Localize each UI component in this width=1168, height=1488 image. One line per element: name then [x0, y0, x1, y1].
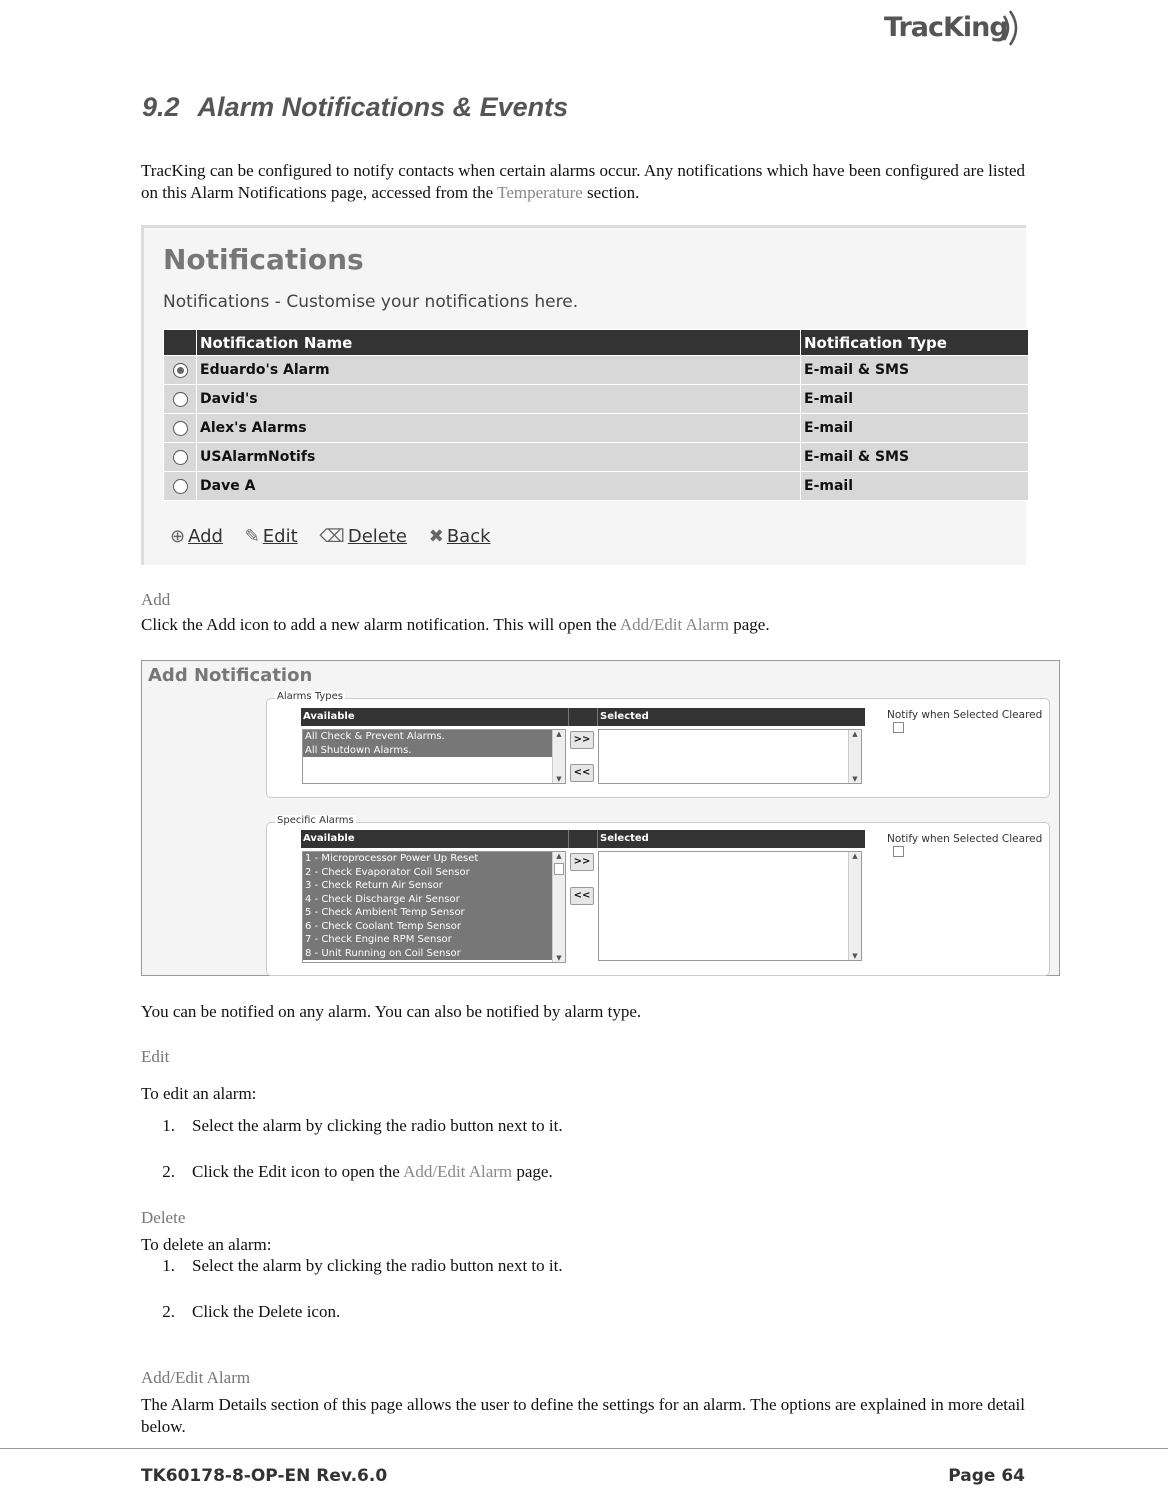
list-item[interactable]: 1 - Microprocessor Power Up Reset — [303, 852, 552, 866]
back-link[interactable]: Back — [446, 526, 491, 547]
edit-heading: Edit — [141, 1047, 170, 1066]
footer-page-number: Page 64 — [948, 1466, 1025, 1486]
addedit-paragraph: The Alarm Details section of this page allows the user to define the settings for an alarm. The options are explained in more detail below. — [141, 1395, 1025, 1436]
radio-button[interactable] — [173, 450, 188, 465]
notify-checkbox[interactable] — [893, 846, 904, 857]
table-row[interactable] — [164, 385, 1029, 414]
table-row[interactable] — [164, 443, 1029, 472]
temperature-link[interactable]: Temperature — [497, 183, 583, 202]
scrollbar[interactable] — [552, 730, 565, 783]
footer-divider — [0, 1448, 1168, 1449]
add-link[interactable]: Add — [188, 526, 223, 547]
add-text-end: page. — [728, 615, 770, 634]
specific-alarms-legend: Specific Alarms — [277, 815, 354, 826]
notified-paragraph: You can be notified on any alarm. You can also be notified by alarm type. — [141, 1002, 642, 1021]
radio-button[interactable] — [173, 421, 188, 436]
step-text — [192, 1162, 553, 1182]
add-paragraph — [141, 614, 1025, 636]
add-selected-button[interactable]: >> — [570, 853, 594, 871]
notifications-subtitle: Notifications - Customise your notifications here. — [163, 292, 579, 312]
scroll-down-icon[interactable]: ▼ — [852, 775, 858, 783]
notification-type: E-mail & SMS — [801, 356, 1029, 385]
add-text: Click the Add icon to add a new alarm notification. This will open the — [141, 615, 620, 634]
available-specific-alarms-list[interactable] — [302, 851, 566, 963]
notification-name: Alex's Alarms — [197, 414, 801, 443]
scroll-up-icon[interactable]: ▲ — [852, 730, 858, 738]
notification-type: E-mail — [801, 385, 1029, 414]
column-header-name: Notification Name — [197, 330, 801, 356]
radio-button[interactable] — [173, 479, 188, 494]
step-text: Select the alarm by clicking the radio button next to it. — [192, 1256, 563, 1275]
table-row[interactable] — [164, 356, 1029, 385]
tracking-logo — [880, 6, 1030, 52]
list-item[interactable]: All Shutdown Alarms. — [303, 744, 552, 758]
step-number: 1. — [162, 1116, 175, 1135]
close-icon[interactable]: ✖ — [428, 526, 444, 547]
radio-cell[interactable] — [164, 472, 197, 501]
list-item[interactable]: 7 - Check Engine RPM Sensor — [303, 933, 552, 947]
scroll-down-icon[interactable]: ▼ — [556, 954, 562, 962]
radio-cell[interactable] — [164, 443, 197, 472]
section-number: 9.2 — [142, 92, 180, 122]
add-heading: Add — [141, 590, 171, 609]
notify-checkbox[interactable] — [893, 722, 904, 733]
scrollbar[interactable] — [552, 852, 565, 962]
section-heading — [142, 92, 568, 123]
list-item[interactable]: 3 - Check Return Air Sensor — [303, 879, 552, 893]
radio-column-header — [164, 330, 197, 356]
notification-type: E-mail & SMS — [801, 443, 1029, 472]
edit-intro: To edit an alarm: — [141, 1084, 257, 1103]
section-title: Alarm Notifications & Events — [197, 92, 569, 122]
notify-cleared-option — [887, 833, 1049, 857]
intro-text-end: section. — [582, 183, 640, 202]
scroll-thumb[interactable] — [554, 863, 564, 875]
delete-link[interactable]: Delete — [347, 526, 407, 547]
step-text-end: page. — [512, 1162, 553, 1181]
table-row[interactable] — [164, 472, 1029, 501]
remove-selected-button[interactable]: << — [570, 887, 594, 905]
list-item[interactable]: 8 - Unit Running on Coil Sensor — [303, 947, 552, 961]
list-item[interactable]: 4 - Check Discharge Air Sensor — [303, 893, 552, 907]
edit-link[interactable]: Edit — [262, 526, 298, 547]
alarm-types-fieldset — [266, 691, 1050, 798]
header-spacer — [568, 830, 598, 848]
radio-cell[interactable] — [164, 356, 197, 385]
notifications-table — [163, 329, 1029, 501]
step-number: 1. — [162, 1256, 175, 1275]
notify-cleared-option — [887, 709, 1049, 733]
add-edit-alarm-link[interactable]: Add/Edit Alarm — [619, 615, 729, 634]
add-edit-alarm-link[interactable]: Add/Edit Alarm — [403, 1162, 513, 1181]
notifications-screenshot — [141, 225, 1026, 565]
intro-text: TracKing can be configured to notify contacts when certain alarms occur. Any notifications which have been configured are listed on this Alarm Notifications page, accessed from the — [141, 161, 1025, 202]
scroll-down-icon[interactable]: ▼ — [852, 952, 858, 960]
selected-specific-alarms-list[interactable] — [598, 851, 862, 961]
available-label: Available — [303, 833, 355, 844]
signal-waves-icon — [1000, 6, 1028, 52]
list-item[interactable]: 2 - Check Evaporator Coil Sensor — [303, 866, 552, 880]
selected-label: Selected — [600, 833, 649, 844]
add-notification-title: Add Notification — [148, 665, 313, 686]
pencil-icon[interactable]: ✎ — [244, 526, 260, 547]
add-notification-screenshot — [141, 660, 1060, 976]
addedit-heading: Add/Edit Alarm — [141, 1368, 251, 1387]
selected-header — [597, 830, 865, 848]
available-header — [301, 708, 568, 726]
scroll-up-icon[interactable]: ▲ — [556, 730, 562, 738]
list-item[interactable]: All Check & Prevent Alarms. — [303, 730, 552, 744]
notification-name: Eduardo's Alarm — [197, 356, 801, 385]
step-text: Click the Delete icon. — [192, 1302, 341, 1321]
available-header — [301, 830, 568, 848]
scroll-down-icon[interactable]: ▼ — [556, 775, 562, 783]
add-icon[interactable]: ⊕ — [170, 526, 186, 547]
remove-selected-button[interactable]: << — [570, 764, 594, 782]
notification-type: E-mail — [801, 472, 1029, 501]
selected-alarm-types-list[interactable] — [598, 729, 862, 784]
step-number: 2. — [162, 1302, 175, 1321]
specific-alarms-fieldset — [266, 815, 1050, 976]
notifications-title: Notifications — [163, 243, 364, 276]
list-item[interactable]: 6 - Check Coolant Temp Sensor — [303, 920, 552, 934]
table-row[interactable] — [164, 414, 1029, 443]
delete-intro: To delete an alarm: — [141, 1235, 272, 1254]
footer-doc-id: TK60178-8-OP-EN Rev.6.0 — [141, 1466, 388, 1486]
available-label: Available — [303, 711, 355, 722]
selected-header — [597, 708, 865, 726]
eraser-icon[interactable]: ⌫ — [319, 526, 345, 547]
step-text: Select the alarm by clicking the radio button next to it. — [192, 1116, 563, 1135]
step-text-start: Click the Edit icon to open the — [192, 1162, 404, 1181]
notify-label: Notify when Selected Cleared — [887, 833, 1043, 845]
intro-paragraph — [141, 160, 1025, 204]
radio-cell[interactable] — [164, 414, 197, 443]
alarm-types-legend: Alarms Types — [277, 691, 343, 702]
scrollbar[interactable] — [848, 852, 861, 960]
scrollbar[interactable] — [848, 730, 861, 783]
radio-button[interactable] — [173, 363, 188, 378]
step-number: 2. — [162, 1162, 175, 1181]
notify-label: Notify when Selected Cleared — [887, 709, 1043, 721]
notification-name: Dave A — [197, 472, 801, 501]
column-header-type: Notification Type — [801, 330, 1029, 356]
notification-actions — [170, 526, 507, 547]
table-header-row — [164, 330, 1029, 356]
add-selected-button[interactable]: >> — [570, 731, 594, 749]
notification-type: E-mail — [801, 414, 1029, 443]
list-item[interactable]: 5 - Check Ambient Temp Sensor — [303, 906, 552, 920]
scroll-up-icon[interactable]: ▲ — [556, 852, 562, 860]
header-spacer — [568, 708, 598, 726]
radio-button[interactable] — [173, 392, 188, 407]
available-alarm-types-list[interactable] — [302, 729, 566, 784]
notification-name: David's — [197, 385, 801, 414]
delete-heading: Delete — [141, 1208, 186, 1227]
scroll-up-icon[interactable]: ▲ — [852, 852, 858, 860]
radio-cell[interactable] — [164, 385, 197, 414]
logo-text: TracKing — [884, 12, 1008, 43]
notification-name: USAlarmNotifs — [197, 443, 801, 472]
selected-label: Selected — [600, 711, 649, 722]
